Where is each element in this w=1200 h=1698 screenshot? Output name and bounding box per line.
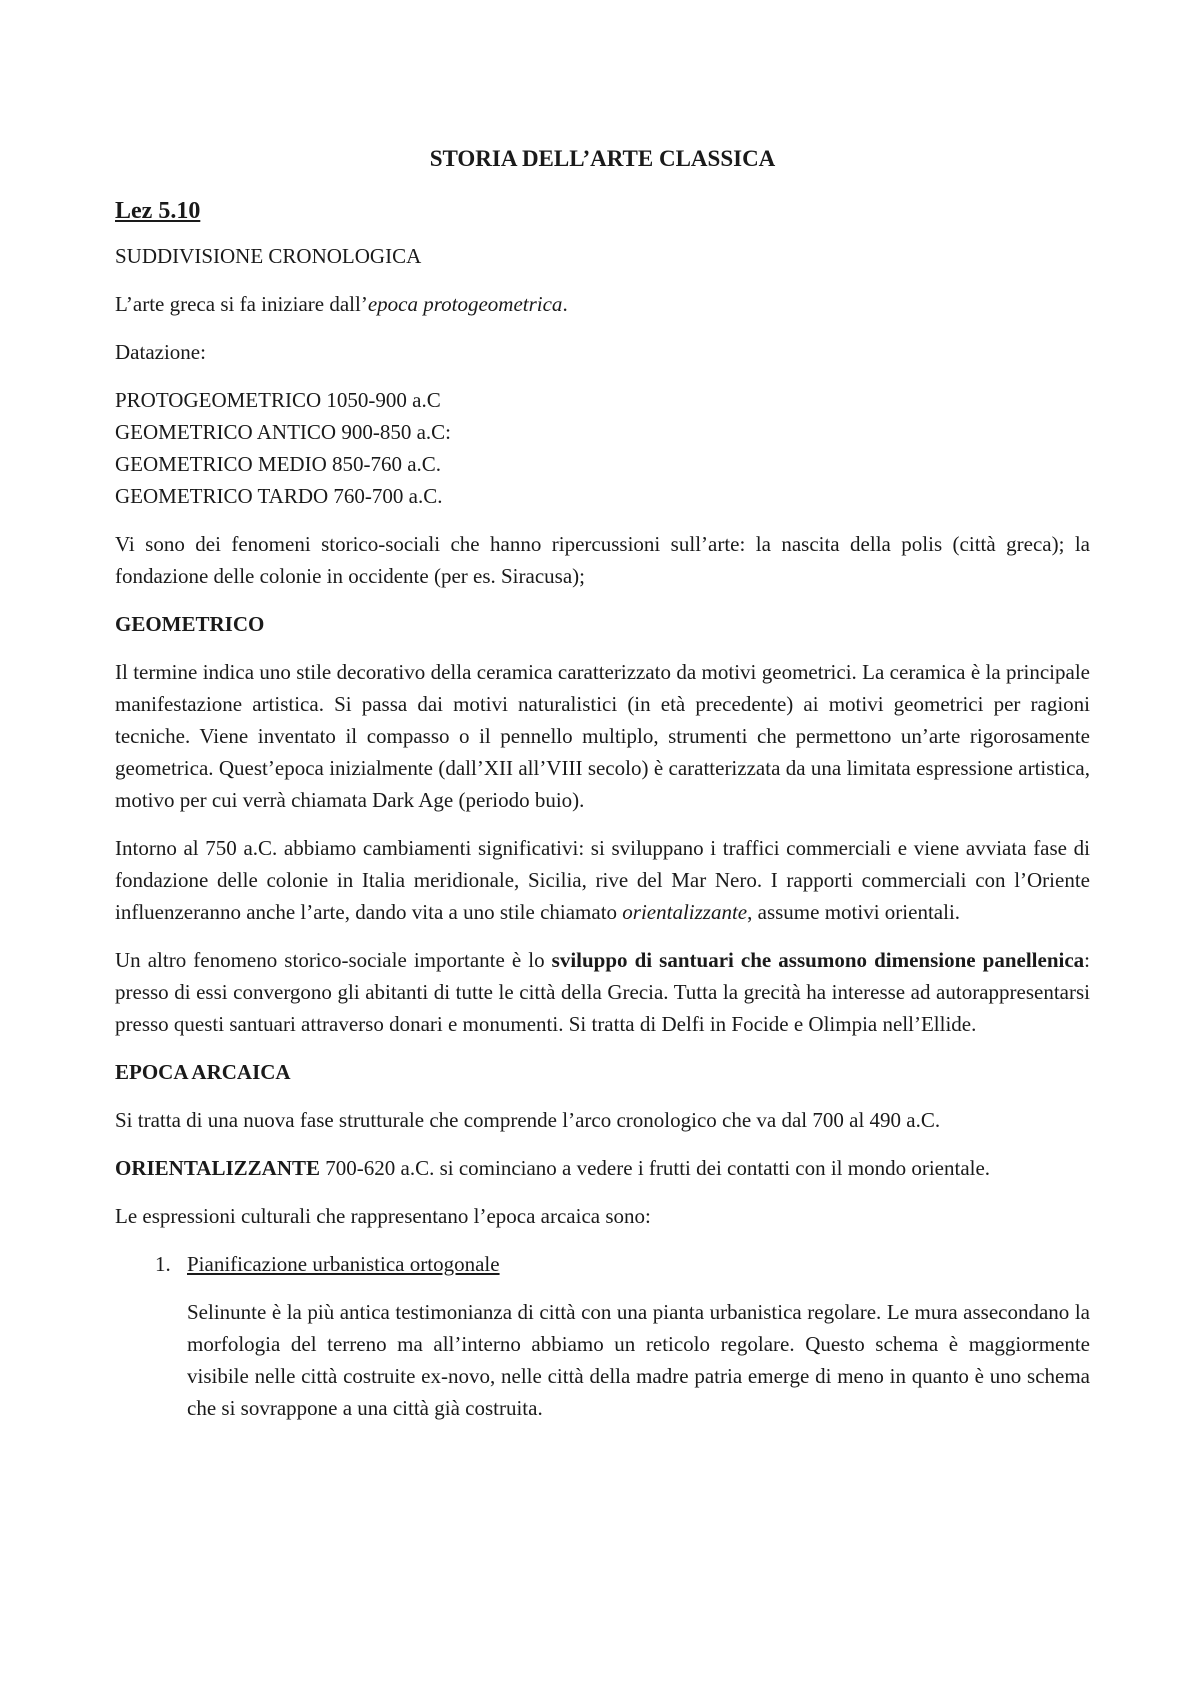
santuari-paragraph (115, 944, 1090, 1040)
date-line: GEOMETRICO ANTICO 900-850 a.C: (115, 420, 451, 444)
geometrico-heading: GEOMETRICO (115, 612, 265, 636)
intro-text: L’arte greca si fa iniziare dall’ (115, 292, 368, 316)
orientalizzante-text: 700-620 a.C. si cominciano a vedere i frutti dei contatti con il mondo orientale. (320, 1156, 991, 1180)
document-page (115, 140, 1090, 1440)
santuari-bold: sviluppo di santuari che assumono dimensione panellenica (551, 948, 1085, 972)
750-emphasis: orientalizzante (622, 900, 748, 924)
orientalizzante-bold: ORIENTALIZZANTE (115, 1156, 320, 1180)
arcaica-heading: EPOCA ARCAICA (115, 1060, 291, 1084)
750-end: , assume motivi orientali. (747, 900, 961, 924)
intro-emphasis: epoca protogeometrica (367, 292, 563, 316)
list-number: 1. (155, 1252, 171, 1276)
intro-end: . (562, 292, 568, 316)
santuari-text: Un altro fenomeno storico-sociale importante è lo (115, 948, 552, 972)
list-label: Pianificazione urbanistica ortogonale (187, 1252, 500, 1276)
arcaica-paragraph: Si tratta di una nuova fase strutturale che comprende l’arco cronologico che va dal 700 al 490 a.C. (115, 1108, 941, 1132)
intro-paragraph (115, 288, 1090, 320)
750-text: Intorno al 750 a.C. abbiamo cambiamenti significativi: si sviluppano i traffici commerciali e viene avviata fase di fondazione delle colonie in Italia meridionale, Sicilia, rive del Mar Nero. I rapporti commerciali con l’Oriente influenzeranno anche l’arte, dando vita a uno stile chiamato (115, 836, 1090, 924)
numbered-list (115, 1248, 1090, 1280)
geometrico-paragraph: Il termine indica uno stile decorativo della ceramica caratterizzato da motivi geometrici. La ceramica è la principale manifestazione artistica. Si passa dai motivi naturalistici (in età precedente) ai motivi geometrici per ragioni tecniche. Viene inventato il compasso o il pennello multiplo, strumenti che permettono un’arte rigorosamente geometrica. Quest’epoca inizialmente (dall’XII all’VIII secolo) è caratterizzata da una limitata espressione artistica, motivo per cui verrà chiamata Dark Age (periodo buio). (115, 660, 1090, 812)
santuari-end: : presso di essi convergono gli abitanti di tutte le città della Grecia. Tutta la grecità ha interesse ad autorappresentarsi presso questi santuari attraverso donari e monumenti. Si tratta di Delfi in Focide e Olimpia nell’Ellide. (115, 948, 1090, 1036)
lesson-heading: Lez 5.10 (115, 198, 201, 224)
750-paragraph (115, 832, 1090, 928)
date-line: GEOMETRICO TARDO 760-700 a.C. (115, 484, 443, 508)
dates-list (115, 384, 1090, 512)
datazione-label: Datazione: (115, 340, 206, 364)
selinunte-paragraph: Selinunte è la più antica testimonianza di città con una pianta urbanistica regolare. Le mura assecondano la morfologia del terreno ma all’interno abbiamo un reticolo regolare. Questo schema è maggiormente visibile nelle città costruite ex-novo, nelle città della madre patria emerge di meno in quanto è uno schema che si sovrappone a una città già costruita. (187, 1300, 1090, 1420)
date-line: GEOMETRICO MEDIO 850-760 a.C. (115, 452, 442, 476)
fenomeni-paragraph: Vi sono dei fenomeni storico-sociali che hanno ripercussioni sull’arte: la nascita della polis (città greca); la fondazione delle colonie in occidente (per es. Siracusa); (115, 532, 1090, 588)
section-chronology: SUDDIVISIONE CRONOLOGICA (115, 244, 422, 268)
list-item (115, 1248, 1090, 1280)
document-title: STORIA DELL’ARTE CLASSICA (429, 146, 776, 171)
espressioni-paragraph: Le espressioni culturali che rappresentano l’epoca arcaica sono: (115, 1204, 651, 1228)
orientalizzante-paragraph (115, 1152, 1090, 1184)
date-line: PROTOGEOMETRICO 1050-900 a.C (115, 388, 441, 412)
